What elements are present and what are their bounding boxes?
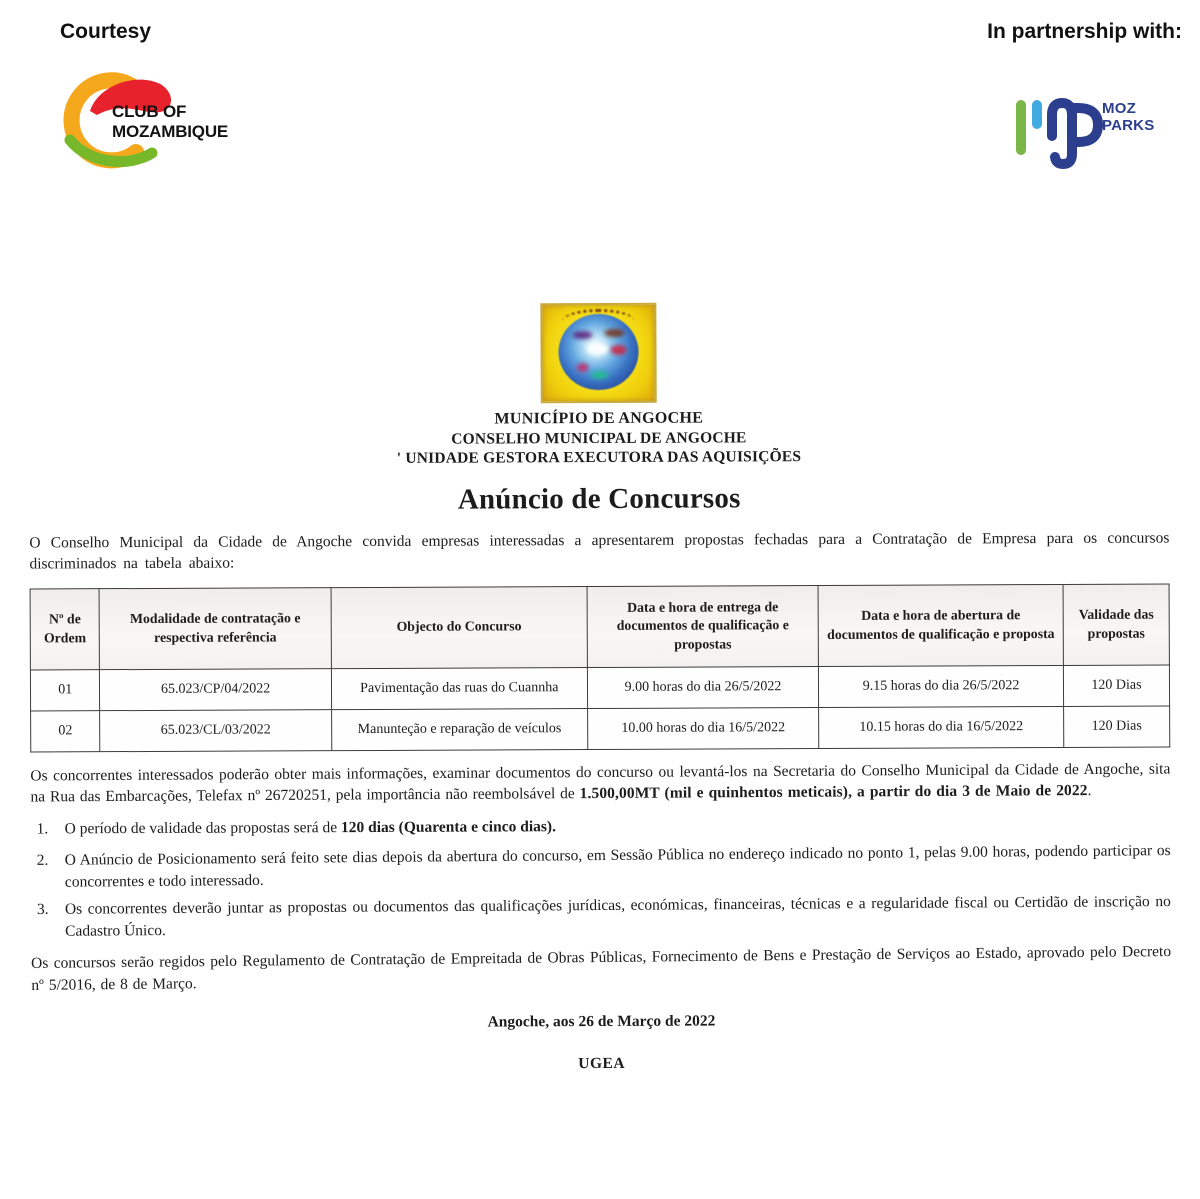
cell-modalidade: 65.023/CP/04/2022 bbox=[100, 668, 331, 710]
mozparks-mp-arch-icon bbox=[1052, 103, 1072, 164]
courtesy-label: Courtesy bbox=[60, 20, 152, 43]
municipal-seal-icon bbox=[540, 303, 656, 404]
intro-paragraph: O Conselho Municipal da Cidade de Angoche convida empresas interessadas a apresentarem propostas fechadas para a Contratação de Empresa para os concursos discriminados na tabela abaixo: bbox=[29, 529, 1170, 573]
cell-validade: 120 Dias bbox=[1064, 706, 1170, 747]
club-of-mozambique-logo bbox=[40, 70, 230, 170]
info-tail: . bbox=[1087, 781, 1092, 800]
table-row bbox=[30, 665, 1169, 711]
mozparks-blue-bar-icon bbox=[1032, 100, 1042, 129]
list-item-number: 2. bbox=[36, 851, 49, 869]
list-item-text: Os concorrentes deverão juntar as propostas ou documentos das qualificações jurídicas, económicas, financeiras, técnicas e a regularidade fiscal ou Certidão de inscrição no Cadastro Único. bbox=[64, 893, 1171, 940]
info-paragraph bbox=[30, 758, 1170, 808]
cell-entrega: 9.00 horas do dia 26/5/2022 bbox=[587, 666, 818, 708]
scanned-document bbox=[0, 300, 1200, 1075]
mozparks-logo bbox=[1010, 88, 1180, 173]
cell-abertura: 9.15 horas do dia 26/5/2022 bbox=[819, 665, 1064, 707]
list-item bbox=[37, 814, 1171, 841]
list-item-number: 3. bbox=[36, 901, 49, 919]
top-banner bbox=[0, 0, 1200, 175]
col-header-validade: Validade das propostas bbox=[1063, 584, 1169, 665]
col-header-entrega: Data e hora de entrega de documentos de qualificação e propostas bbox=[587, 585, 819, 667]
mozparks-logo-text bbox=[1102, 100, 1154, 135]
cell-entrega: 10.00 horas do dia 16/5/2022 bbox=[588, 707, 819, 749]
col-header-abertura: Data e hora de abertura de documentos de qualificação e proposta bbox=[818, 584, 1063, 666]
mozparks-mark-icon bbox=[1010, 88, 1180, 173]
col-header-modalidade: Modalidade de contratação e respectiva referência bbox=[100, 587, 332, 669]
table-row bbox=[31, 706, 1170, 752]
club-logo-text bbox=[112, 102, 228, 143]
cell-abertura: 10.15 horas do dia 16/5/2022 bbox=[819, 706, 1064, 748]
closing-paragraph: Os concursos serão regidos pelo Regulamento de Contratação de Empreitada de Obras Públicas, Fornecimento de Bens e Prestação de Serviços ao Estado, aprovado pelo Decreto nº 5/2016, de 8 de Março. bbox=[31, 942, 1172, 994]
mozparks-logo-line2: PARKS bbox=[1102, 117, 1155, 135]
mozparks-logo-line1: MOZ bbox=[1102, 100, 1136, 117]
cell-modalidade: 65.023/CL/03/2022 bbox=[100, 709, 331, 751]
list-item-number: 1. bbox=[36, 820, 49, 838]
list-item bbox=[37, 840, 1171, 893]
list-item-text: O período de validade das propostas será de 120 dias (Quarenta e cinco dias). bbox=[64, 818, 556, 838]
partnership-label: In partnership with: bbox=[987, 20, 1182, 43]
info-bold: 1.500,00MT (mil e quinhentos meticais), a partir do dia 3 de Maio de 2022 bbox=[579, 782, 1088, 803]
list-item-text: O Anúncio de Posicionamento será feito sete dias depois da abertura do concurso, em Sessão Pública no endereço indicado no ponto 1, pelas 9.00 horas, podendo participar os concorrentes e todo interessado. bbox=[64, 842, 1171, 891]
org-name-municipio: MUNICÍPIO DE ANGOCHE bbox=[494, 409, 704, 428]
table-header-row bbox=[30, 584, 1169, 670]
cell-ordem: 02 bbox=[31, 710, 101, 751]
page-title: Anúncio de Concursos bbox=[457, 482, 741, 516]
list-item bbox=[37, 891, 1171, 942]
date-line: Angoche, aos 26 de Março de 2022 bbox=[487, 1012, 716, 1031]
cell-objecto: Pavimentação das ruas do Cuannha bbox=[331, 667, 587, 709]
cell-objecto: Manunteção e reparação de veículos bbox=[331, 708, 587, 750]
mozparks-green-bar-icon bbox=[1016, 100, 1026, 155]
col-header-objecto: Objecto do Concurso bbox=[331, 586, 588, 668]
org-name-unidade: ' UNIDADE GESTORA EXECUTORA DAS AQUISIÇÕES bbox=[396, 448, 802, 467]
conditions-list bbox=[37, 814, 1172, 941]
info-text: Os concorrentes interessados poderão obter mais informações, examinar documentos do concurso ou levantá-los na Secretaria do Conselho Municipal da Cidade de Angoche, sita na Rua das Embarcações, Telefax nº 26720251, pela importância não reembolsável de bbox=[30, 760, 1171, 806]
tenders-table bbox=[30, 583, 1171, 752]
signature-ugea: UGEA bbox=[578, 1054, 626, 1072]
col-header-ordem: Nº de Ordem bbox=[30, 588, 100, 669]
club-logo-line1: CLUB OF bbox=[112, 102, 187, 121]
club-logo-line2: MOZAMBIQUE bbox=[112, 122, 229, 142]
cell-validade: 120 Dias bbox=[1063, 665, 1169, 706]
org-name-conselho: CONSELHO MUNICIPAL DE ANGOCHE bbox=[451, 429, 747, 448]
cell-ordem: 01 bbox=[30, 669, 100, 710]
